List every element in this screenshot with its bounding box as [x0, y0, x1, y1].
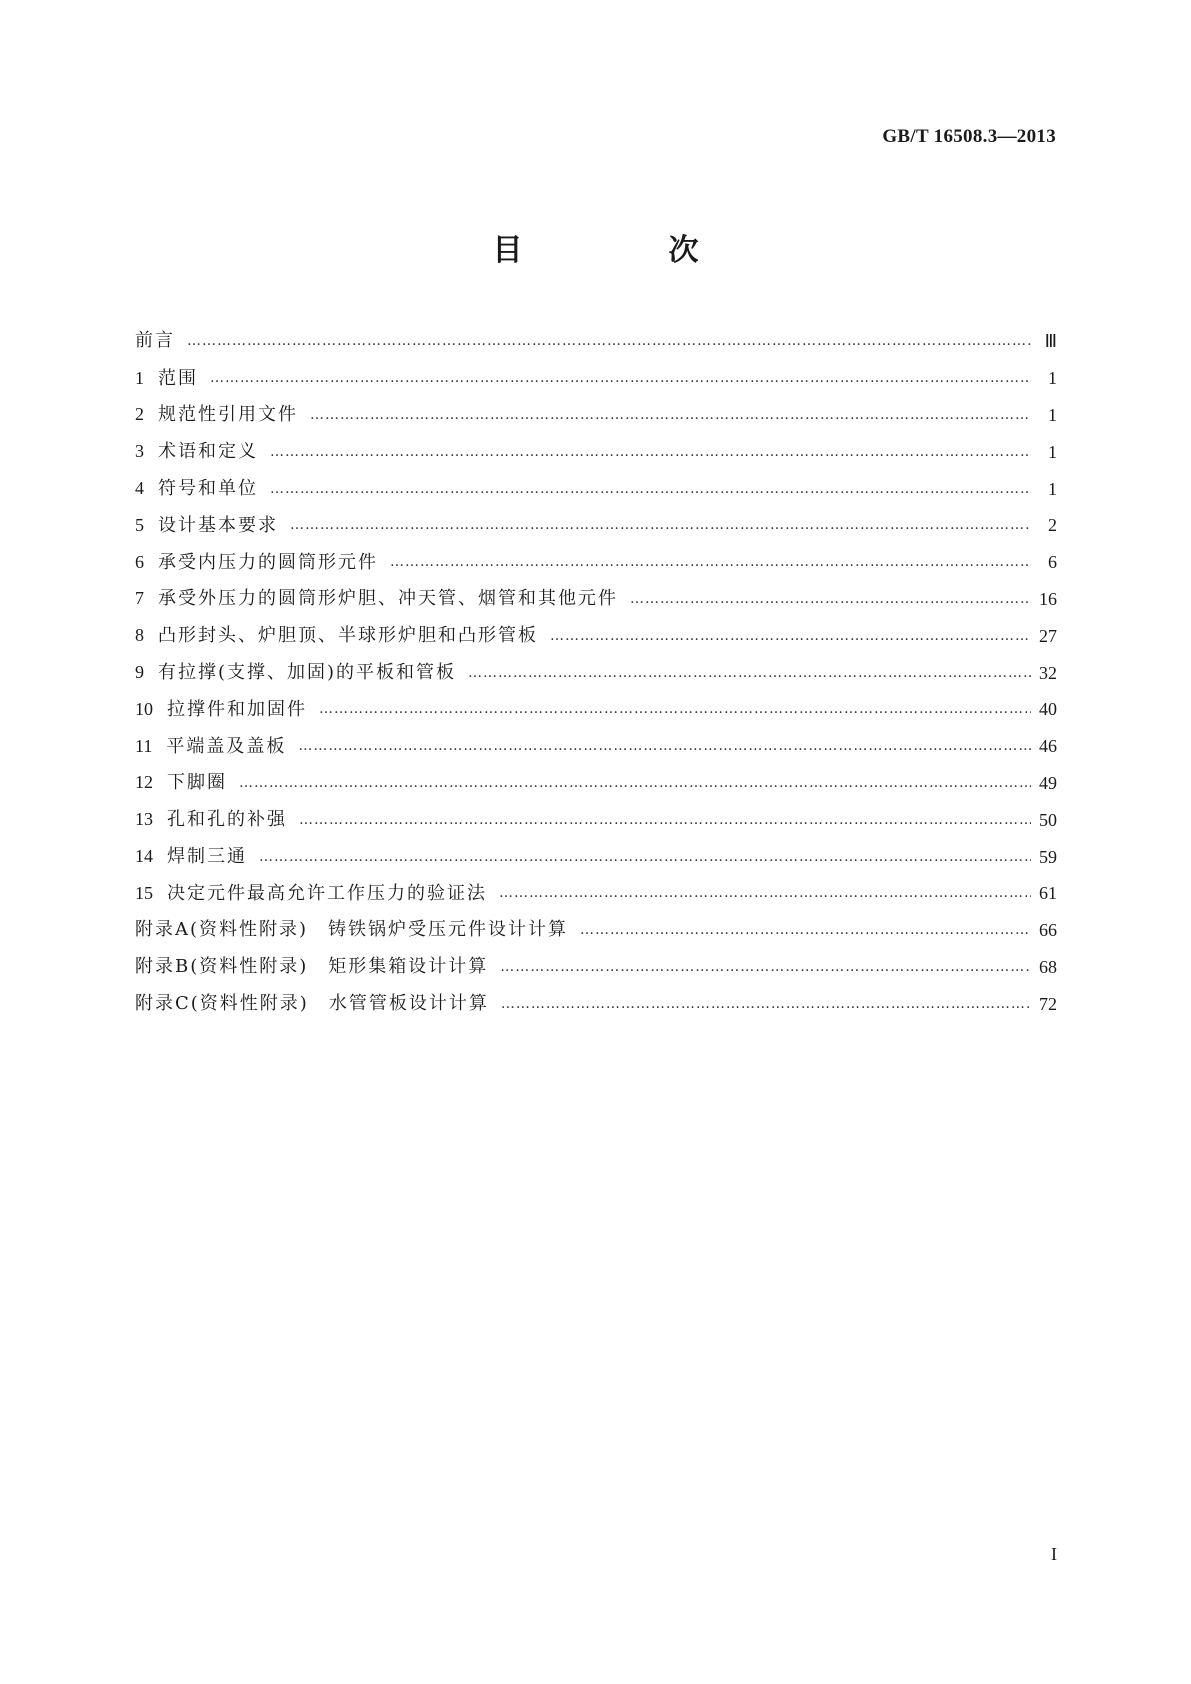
- toc-entry-title: 前言: [135, 330, 175, 352]
- toc-entry-14[interactable]: [135, 838, 1057, 875]
- toc-entry-9[interactable]: [135, 654, 1057, 691]
- toc-entry-number: 13: [135, 809, 153, 830]
- toc-entry-label: [135, 955, 488, 979]
- toc-entry-page: 2: [1048, 515, 1057, 536]
- toc-entry-label: [135, 402, 298, 427]
- toc-entry-label: [135, 918, 568, 942]
- toc-entry-title: 术语和定义: [158, 441, 258, 463]
- toc-entry-label: [135, 660, 456, 685]
- toc-entry-label: [135, 439, 258, 464]
- toc-entry-label: [135, 550, 378, 575]
- toc-dot-leader: [390, 550, 1031, 574]
- toc-entry-label: [135, 586, 618, 611]
- toc-entry-page: 59: [1039, 846, 1057, 867]
- toc-entry-title: 平端盖及盖板: [166, 735, 287, 757]
- toc-entry-number: 15: [135, 882, 153, 903]
- standard-code: GB/T 16508.3—2013: [882, 126, 1056, 147]
- toc-entry-page: 6: [1048, 552, 1057, 573]
- toc-entry-appendix-b[interactable]: [135, 949, 1057, 986]
- toc-entry-6[interactable]: [135, 544, 1057, 581]
- toc-entry-15[interactable]: [135, 875, 1057, 912]
- toc-entry-number: 1: [135, 367, 144, 388]
- toc-dot-leader: [550, 624, 1031, 648]
- toc-entry-title: 凸形封头、炉胆顶、半球形炉胆和凸形管板: [158, 625, 538, 647]
- toc-entry-title: 附录B(资料性附录) 矩形集箱设计计算: [135, 955, 489, 977]
- toc-entry-appendix-a[interactable]: [135, 912, 1057, 949]
- toc-dot-leader: [210, 366, 1031, 390]
- toc-dot-leader: [270, 477, 1031, 501]
- toc-entry-page: 1: [1048, 368, 1057, 389]
- toc-entry-title: 有拉撑(支撑、加固)的平板和管板: [158, 662, 457, 684]
- table-of-contents: [135, 323, 1057, 1022]
- toc-entry-number: 11: [135, 735, 153, 756]
- toc-dot-leader: [298, 734, 1031, 758]
- toc-entry-title: 范围: [158, 367, 198, 389]
- toc-entry-11[interactable]: [135, 728, 1057, 765]
- toc-entry-page: 66: [1039, 920, 1057, 941]
- toc-entry-title: 承受内压力的圆筒形元件: [158, 551, 378, 573]
- toc-entry-12[interactable]: [135, 765, 1057, 802]
- toc-entry-number: 14: [135, 846, 153, 867]
- toc-entry-label: [135, 844, 247, 869]
- toc-dot-leader: [299, 808, 1031, 832]
- toc-dot-leader: [630, 587, 1031, 611]
- toc-entry-number: 6: [135, 551, 144, 572]
- toc-entry-number: 12: [135, 772, 153, 793]
- toc-entry-number: 2: [135, 404, 144, 425]
- toc-entry-page: 68: [1039, 956, 1057, 977]
- toc-entry-4[interactable]: [135, 470, 1057, 507]
- toc-entry-page: 1: [1048, 404, 1057, 425]
- toc-entry-label: [135, 329, 175, 353]
- toc-entry-foreword[interactable]: [135, 323, 1057, 360]
- toc-entry-title: 附录A(资料性附录) 铸铁锅炉受压元件设计计算: [135, 919, 569, 941]
- toc-dot-leader: [270, 440, 1031, 464]
- toc-entry-1[interactable]: [135, 360, 1057, 397]
- toc-entry-page: 1: [1048, 478, 1057, 499]
- toc-entry-number: 7: [135, 588, 144, 609]
- toc-entry-label: [135, 623, 538, 648]
- toc-dot-leader: [290, 513, 1031, 537]
- toc-entry-page: 49: [1039, 772, 1057, 793]
- toc-dot-leader: [468, 661, 1031, 685]
- toc-entry-page: Ⅲ: [1044, 331, 1057, 352]
- toc-dot-leader: [501, 992, 1031, 1016]
- toc-entry-number: 4: [135, 478, 144, 499]
- toc-dot-leader: [310, 403, 1031, 427]
- toc-entry-label: [135, 734, 286, 759]
- toc-entry-page: 16: [1039, 588, 1057, 609]
- page-title: 目 次: [492, 233, 757, 268]
- toc-entry-title: 焊制三通: [167, 846, 247, 868]
- toc-entry-title: 下脚圈: [167, 772, 227, 794]
- toc-entry-number: 8: [135, 625, 144, 646]
- toc-dot-leader: [239, 771, 1031, 795]
- toc-entry-title: 承受外压力的圆筒形炉胆、冲天管、烟管和其他元件: [158, 588, 618, 610]
- toc-entry-title: 规范性引用文件: [158, 404, 298, 426]
- toc-entry-title: 拉撑件和加固件: [167, 698, 307, 720]
- toc-entry-2[interactable]: [135, 397, 1057, 434]
- toc-entry-number: 10: [135, 698, 153, 719]
- toc-entry-label: [135, 697, 307, 722]
- toc-entry-page: 72: [1039, 993, 1057, 1014]
- toc-entry-label: [135, 992, 489, 1016]
- toc-dot-leader: [580, 918, 1031, 942]
- toc-entry-title: 符号和单位: [158, 478, 258, 500]
- page-number: I: [1051, 1544, 1057, 1564]
- toc-entry-number: 9: [135, 662, 144, 683]
- toc-entry-page: 27: [1039, 625, 1057, 646]
- toc-entry-label: [135, 476, 258, 501]
- toc-entry-page: 1: [1048, 441, 1057, 462]
- toc-dot-leader: [499, 881, 1031, 905]
- toc-entry-8[interactable]: [135, 617, 1057, 654]
- toc-entry-3[interactable]: [135, 433, 1057, 470]
- toc-entry-title: 决定元件最高允许工作压力的验证法: [167, 882, 487, 904]
- toc-entry-5[interactable]: [135, 507, 1057, 544]
- toc-entry-page: 50: [1039, 809, 1057, 830]
- toc-entry-label: [135, 770, 227, 795]
- toc-entry-page: 61: [1039, 883, 1057, 904]
- toc-entry-title: 孔和孔的补强: [167, 809, 287, 831]
- toc-dot-leader: [259, 845, 1031, 869]
- toc-entry-number: 5: [135, 514, 144, 535]
- toc-entry-title: 附录C(资料性附录) 水管管板设计计算: [135, 992, 489, 1014]
- toc-entry-label: [135, 807, 287, 832]
- toc-entry-10[interactable]: [135, 691, 1057, 728]
- toc-entry-title: 设计基本要求: [158, 514, 278, 536]
- toc-dot-leader: [319, 697, 1031, 721]
- toc-dot-leader: [500, 955, 1031, 979]
- toc-entry-label: [135, 366, 198, 391]
- toc-entry-appendix-c[interactable]: [135, 985, 1057, 1022]
- toc-entry-7[interactable]: [135, 581, 1057, 618]
- toc-entry-13[interactable]: [135, 801, 1057, 838]
- toc-entry-page: 40: [1039, 699, 1057, 720]
- toc-entry-label: [135, 881, 487, 906]
- toc-entry-number: 3: [135, 441, 144, 462]
- toc-dot-leader: [187, 329, 1031, 353]
- toc-entry-page: 32: [1039, 662, 1057, 683]
- toc-entry-page: 46: [1039, 736, 1057, 757]
- toc-entry-label: [135, 513, 278, 538]
